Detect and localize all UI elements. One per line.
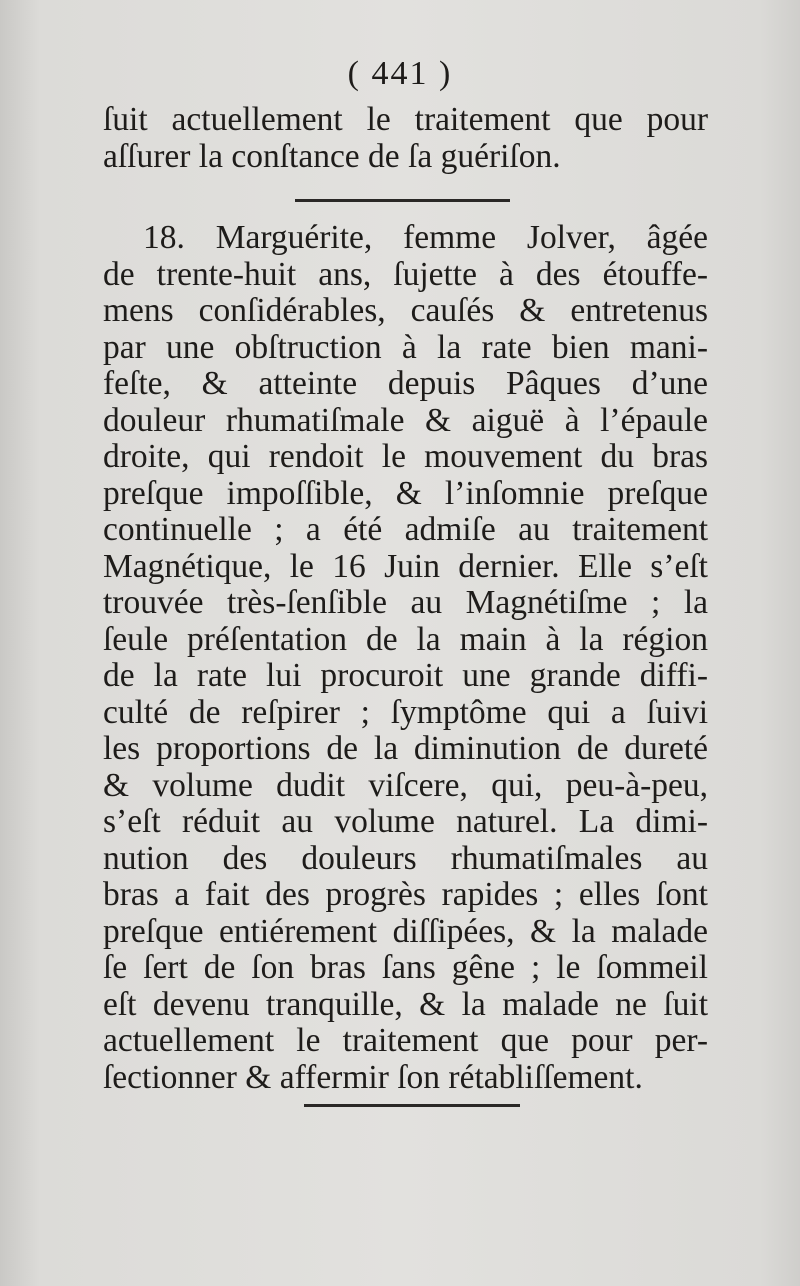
text-line: ſeule préſentation de la main à la région bbox=[103, 620, 708, 658]
text-line: continuelle ; a été admiſe au traitement bbox=[103, 511, 708, 548]
text-line: de la rate lui procuroit une grande diffi- bbox=[103, 657, 708, 694]
text-line: ſuit actuellement le traitement que pour bbox=[103, 101, 708, 138]
text-line: douleur rhumatiſmale & aiguë à l’épaule bbox=[103, 401, 708, 439]
text-line: aſſurer la conſtance de ſa guériſon. bbox=[103, 137, 561, 175]
text-line: mens conſidérables, cauſés & entretenus bbox=[103, 292, 708, 329]
text-line: trouvée très-ſenſible au Magnétiſme ; la bbox=[103, 584, 708, 621]
text-line: & volume dudit viſcere, qui, peu-à-peu, bbox=[103, 766, 708, 804]
text-line: preſque entiérement diſſipées, & la malade bbox=[103, 912, 708, 950]
text-line: par une obſtruction à la rate bien mani- bbox=[103, 328, 708, 366]
text-line: nution des douleurs rhumatiſmales au bbox=[103, 839, 708, 877]
text-line: bras a fait des progrès rapides ; elles ſont bbox=[103, 876, 708, 913]
text-line: actuellement le traitement que pour per- bbox=[103, 1022, 708, 1059]
continuation-text bbox=[103, 102, 708, 175]
text-line: preſque impoſſible, & l’inſomnie preſque bbox=[103, 474, 708, 512]
section-divider bbox=[295, 199, 510, 202]
text-line: culté de reſpirer ; ſymptôme qui a ſuivi bbox=[103, 693, 708, 731]
text-line: 18. Marguérite, femme Jolver, âgée bbox=[143, 219, 708, 256]
text-line: ſectionner & affermir ſon rétabliſſement. bbox=[103, 1058, 643, 1096]
text-line: les proportions de la diminution de dureté bbox=[103, 730, 708, 767]
text-line: s’eſt réduit au volume naturel. La dimi- bbox=[103, 803, 708, 840]
page-number: ( 441 ) bbox=[347, 55, 453, 92]
text-line: feſte, & atteinte depuis Pâques d’une bbox=[103, 365, 708, 402]
text-line: droite, qui rendoit le mouvement du bras bbox=[103, 438, 708, 475]
text-line: Magnétique, le 16 Juin dernier. Elle s’eſt bbox=[103, 547, 708, 585]
text-line: ſe ſert de ſon bras ſans gêne ; le ſommeil bbox=[103, 949, 708, 986]
text-line: de trente-huit ans, ſujette à des étouffe- bbox=[103, 255, 708, 293]
case-paragraph bbox=[103, 220, 708, 1096]
section-divider bbox=[304, 1104, 520, 1107]
text-line: eſt devenu tranquille, & la malade ne ſuit bbox=[103, 985, 708, 1023]
